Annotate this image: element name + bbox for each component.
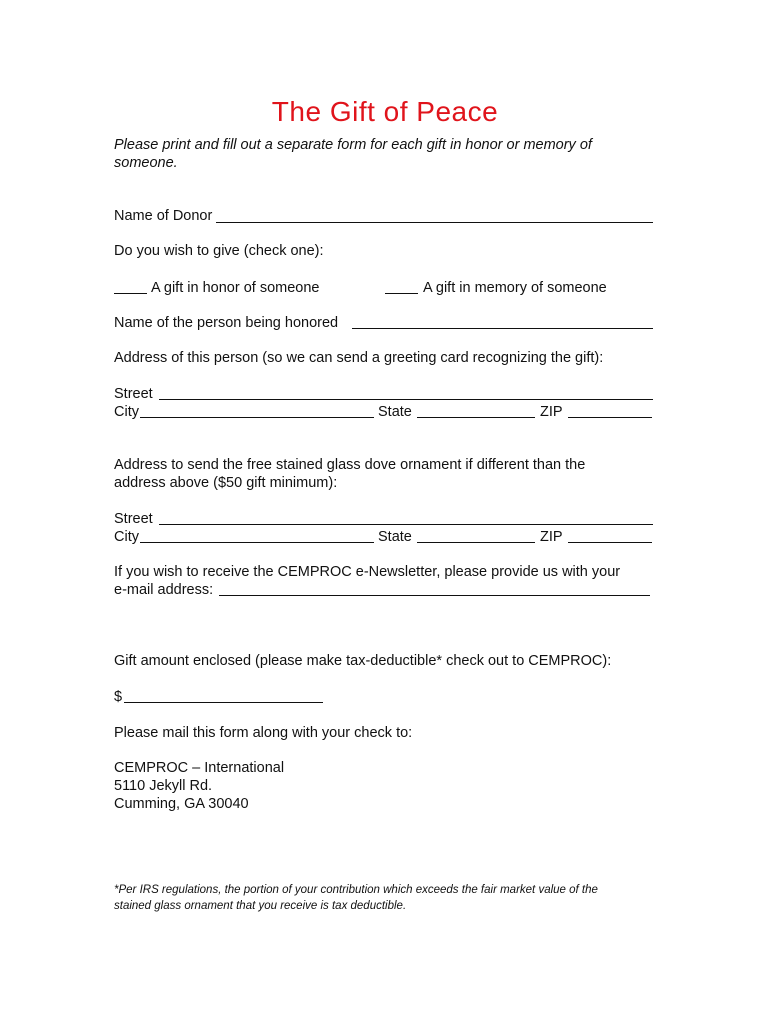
street2-field[interactable]: [159, 524, 653, 525]
street1-label: Street: [114, 386, 153, 402]
street1-field[interactable]: [159, 399, 653, 400]
city1-field[interactable]: [140, 417, 374, 418]
city2-field[interactable]: [140, 542, 374, 543]
newsletter-line-2: e-mail address:: [114, 582, 214, 598]
mailing-address-line-2: 5110 Jekyll Rd.: [114, 778, 213, 794]
footnote-line-1: *Per IRS regulations, the portion of your contribution which exceeds the fair market value of the: [114, 884, 598, 896]
memory-checkbox-line[interactable]: [385, 293, 418, 294]
mailing-address-line-1: CEMPROC – International: [114, 760, 285, 776]
mail-instruction: Please mail this form along with your check to:: [114, 725, 413, 741]
zip1-label: ZIP: [540, 404, 563, 420]
gift-amount-label: Gift amount enclosed (please make tax-deductible* check out to CEMPROC):: [114, 653, 612, 669]
address2-heading-line-2: address above ($50 gift minimum):: [114, 475, 338, 491]
zip2-label: ZIP: [540, 529, 563, 545]
state2-field[interactable]: [417, 542, 535, 543]
donor-name-label: Name of Donor: [114, 208, 213, 224]
honored-name-field[interactable]: [352, 328, 653, 329]
honor-checkbox-line[interactable]: [114, 293, 147, 294]
zip2-field[interactable]: [568, 542, 652, 543]
address1-heading: Address of this person (so we can send a greeting card recognizing the gift):: [114, 350, 604, 366]
honor-option-label: A gift in honor of someone: [151, 280, 320, 296]
city2-label: City: [114, 529, 139, 545]
address2-heading-line-1: Address to send the free stained glass dove ornament if different than the: [114, 457, 586, 473]
zip1-field[interactable]: [568, 417, 652, 418]
donor-name-field[interactable]: [216, 222, 653, 223]
mailing-address-line-3: Cumming, GA 30040: [114, 796, 249, 812]
honored-name-label: Name of the person being honored: [114, 315, 339, 331]
give-question: Do you wish to give (check one):: [114, 243, 324, 259]
gift-amount-field[interactable]: [124, 702, 323, 703]
street2-label: Street: [114, 511, 153, 527]
state2-label: State: [378, 529, 412, 545]
city1-label: City: [114, 404, 139, 420]
newsletter-line-1: If you wish to receive the CEMPROC e-Newsletter, please provide us with your: [114, 564, 621, 580]
state1-label: State: [378, 404, 412, 420]
state1-field[interactable]: [417, 417, 535, 418]
footnote-line-2: stained glass ornament that you receive is tax deductible.: [114, 900, 407, 912]
form-title: The Gift of Peace: [271, 96, 499, 127]
memory-option-label: A gift in memory of someone: [423, 280, 607, 296]
intro-line-1: Please print and fill out a separate form for each gift in honor or memory of: [114, 137, 592, 153]
email-field[interactable]: [219, 595, 650, 596]
currency-symbol: $: [114, 689, 123, 705]
intro-line-2: someone.: [114, 155, 178, 171]
